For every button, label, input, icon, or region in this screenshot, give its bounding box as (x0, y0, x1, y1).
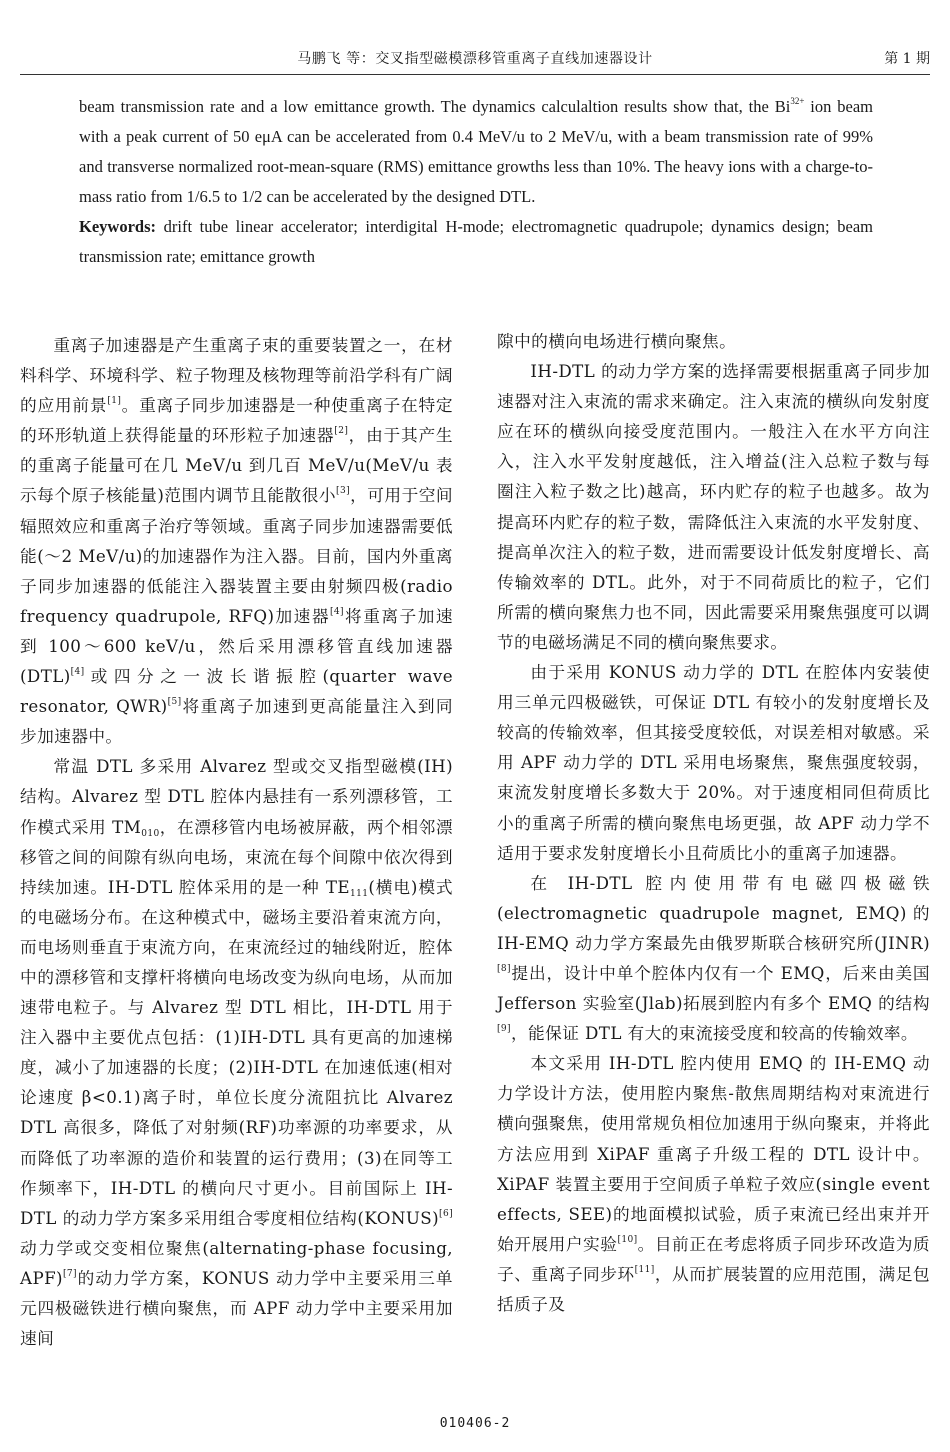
citation-ref: [8] (497, 963, 511, 974)
citation-ref: [4] (70, 667, 85, 678)
right-column (497, 326, 930, 1319)
body-text: ，能保证 DTL 有大的束流接受度和较高的传输效率。 (510, 1023, 918, 1044)
body-text: 提出，设计中单个腔体内仅有一个 EMQ，后来由美国 Jefferson 实验室(Jlab)拓展到腔内有多个 EMQ 的结构 (497, 962, 930, 1014)
body-text: ，从而扩展装置的应用范围，满足包括质子及 (497, 1263, 930, 1314)
body-paragraph (20, 751, 453, 1353)
body-text: ，在漂移管内电场被屏蔽，两个相邻漂移管之间的间隙有纵向电场，束流在每个间隙中依次得到持续加速。IH-DTL 腔体采用的是一种 TE (20, 816, 453, 897)
page-number: 010406-2 (439, 1416, 511, 1431)
citation-ref: [11] (634, 1264, 655, 1275)
body-text: 本文采用 IH-DTL 腔内使用 EMQ 的 IH-EMQ 动力学设计方法，使用腔内聚焦-散焦周期结构对束流进行横向强聚焦，使用常规负相位加速用于纵向聚束，并将此方法应用到 XiPAF 重离子升级工程的 DTL 设计中。XiPAF 装置主要用于空间质子单粒子效应(single event effects, SEE)的地面模拟试验，质子束流已经出束并开始开展用户实验 (497, 1053, 930, 1254)
body-text: ，可用于空间辐照效应和重离子治疗等领域。重离子同步加速器需要低能(～2 MeV/u)的加速器作为注入器。目前，国内外重离子同步加速器的低能注入器装置主要由射频四极(radio frequency quadrupole, RFQ)加速器 (20, 485, 453, 626)
body-text: 将重离子加速到 100～600 keV/u，然后采用漂移管直线加速器(DTL) (20, 605, 453, 687)
citation-ref: [7] (62, 1268, 77, 1279)
citation-ref: [2] (334, 426, 349, 437)
body-paragraph (20, 330, 453, 751)
body-text: 。目前正在考虑将质子同步环改造为质子、重离子同步环 (497, 1233, 930, 1284)
running-header (20, 46, 930, 75)
charge-superscript: 32+ (790, 96, 805, 106)
body-text: 重离子加速器是产生重离子束的重要装置之一，在材料科学、环境科学、粒子物理及核物理等前沿学科有广阔的应用前景 (20, 335, 453, 416)
keywords-text: drift tube linear accelerator; interdigital H-mode; electromagnetic quadrupole; dynamics design; beam transmission rate; emittance growth (79, 217, 873, 266)
body-text: (横电)模式的电磁场分布。在这种模式中，磁场主要沿着束流方向，而电场则垂直于束流方向，在束流经过的轴线附近，腔体中的漂移管和支撑杆将横向电场改变为纵向电场，从而加速带电粒子。与 Alvarez 型 DTL 相比，IH-DTL 用于注入器中主要优点包括：(1)IH-DTL 具有更高的加速梯度，减小了加速器的长度；(2)IH-DTL 在加速低速(相对论速度 β<0.1)离子时，单位长度分流阻抗比 Alvarez DTL 高很多，降低了对射频(RF)功率源的功率要求，从而降低了功率源的造价和装置的运行费用；(3)在同等工作频率下，IH-DTL 的横向尺寸更小。目前国际上 IH-DTL 的动力学方案多采用组合零度相位结构(KONUS) (20, 876, 453, 1228)
citation-ref: [5] (167, 697, 182, 708)
abstract-text: beam transmission rate and a low emittance growth. The dynamics calculaltion results show that, the Bi (79, 97, 791, 116)
mode-subscript: 111 (349, 888, 369, 899)
citation-ref: [1] (107, 396, 122, 407)
citation-ref: [3] (336, 486, 350, 497)
body-paragraph: IH-DTL 的动力学方案的选择需要根据重离子同步加速器对注入束流的需求来确定。注入束流的横纵向发射度应在环的横纵向接受度范围内。一般注入在水平方向注入，注入水平发射度越低，注入增益(注入总粒子数与每圈注入粒子数之比)越高，环内贮存的粒子也越多。故为提高环内贮存的粒子数，需降低注入束流的水平发射度、提高单次注入的粒子数，进而需要设计低发射度增长、高传输效率的 DTL。此外，对于不同荷质比的粒子，它们所需的横向聚焦力也不同，因此需要采用聚焦强度可以调节的电磁场满足不同的横向聚焦要求。 (497, 361, 930, 652)
citation-ref: [6] (439, 1208, 453, 1219)
mode-subscript: 010 (141, 828, 160, 839)
body-text: 。重离子同步加速器是一种使重离子在特定的环形轨道上获得能量的环形粒子加速器 (20, 395, 454, 446)
abstract-block (79, 92, 873, 272)
body-paragraph: 隙中的横向电场进行横向聚焦。 (497, 331, 737, 351)
citation-ref: [10] (617, 1234, 638, 1245)
left-column (20, 330, 453, 1353)
body-text: 常温 DTL 多采用 Alvarez 型或交叉指型磁模(IH)结构。Alvarez 型 DTL 腔体内悬挂有一系列漂移管，工作模式采用 TM (20, 756, 453, 837)
body-text: 将重离子加速到更高能量注入到同步加速器中。 (20, 696, 454, 747)
citation-ref: [9] (497, 1024, 511, 1035)
body-text: 或四分之一波长谐振腔(quarter wave resonator, QWR) (20, 666, 453, 717)
body-text: 动力学或交变相位聚焦(alternating-phase focusing, APF) (20, 1237, 453, 1288)
body-text: 在 IH-DTL 腔内使用带有电磁四极磁铁(electromagnetic quadrupole magnet, EMQ)的 IH-EMQ 动力学方案最先由俄罗斯联合核研究所(JINR) (497, 872, 930, 953)
running-title: 马鹏飞 等：交叉指型磁模漂移管重离子直线加速器设计 (297, 51, 653, 67)
body-paragraph: 由于采用 KONUS 动力学的 DTL 在腔体内安装使用三单元四极磁铁，可保证 DTL 有较小的发射度增长及较高的传输效率，但其接受度较低，对误差相对敏感。采用 APF 动力学的 DTL 采用电场聚焦，聚焦强度较弱，束流发射度增长多数大于 20%。对于速度相同但荷质比小的重离子所需的横向聚焦电场更强，故 APF 动力学不适用于要求发射度增长小且荷质比小的重离子加速器。 (497, 662, 930, 863)
body-text: ，由于其产生的重离子能量可在几 MeV/u 到几百 MeV/u(MeV/u 表示每个原子核能量)范围内调节且能散很小 (20, 425, 453, 506)
keywords-label: Keywords: (79, 217, 156, 236)
issue-number: 第 1 期 (884, 51, 930, 67)
abstract-text: ion beam with a peak current of 50 eμA can be accelerated from 0.4 MeV/u to 2 MeV/u, with a beam transmission rate of 99% and transverse normalized root-mean-square (RMS) emittance growths less than 10%. The heavy ions with a charge-to-mass ratio from 1/6.5 to 1/2 can be accelerated by the designed DTL. (79, 97, 873, 206)
body-paragraph (497, 868, 930, 1049)
keywords-paragraph (79, 212, 873, 272)
body-paragraph (497, 1048, 930, 1319)
abstract-paragraph (79, 92, 873, 212)
citation-ref: [4] (330, 606, 344, 617)
body-text: 的动力学方案，KONUS 动力学中主要采用三单元四极磁铁进行横向聚焦，而 APF 动力学中主要采用加速间 (20, 1267, 453, 1349)
